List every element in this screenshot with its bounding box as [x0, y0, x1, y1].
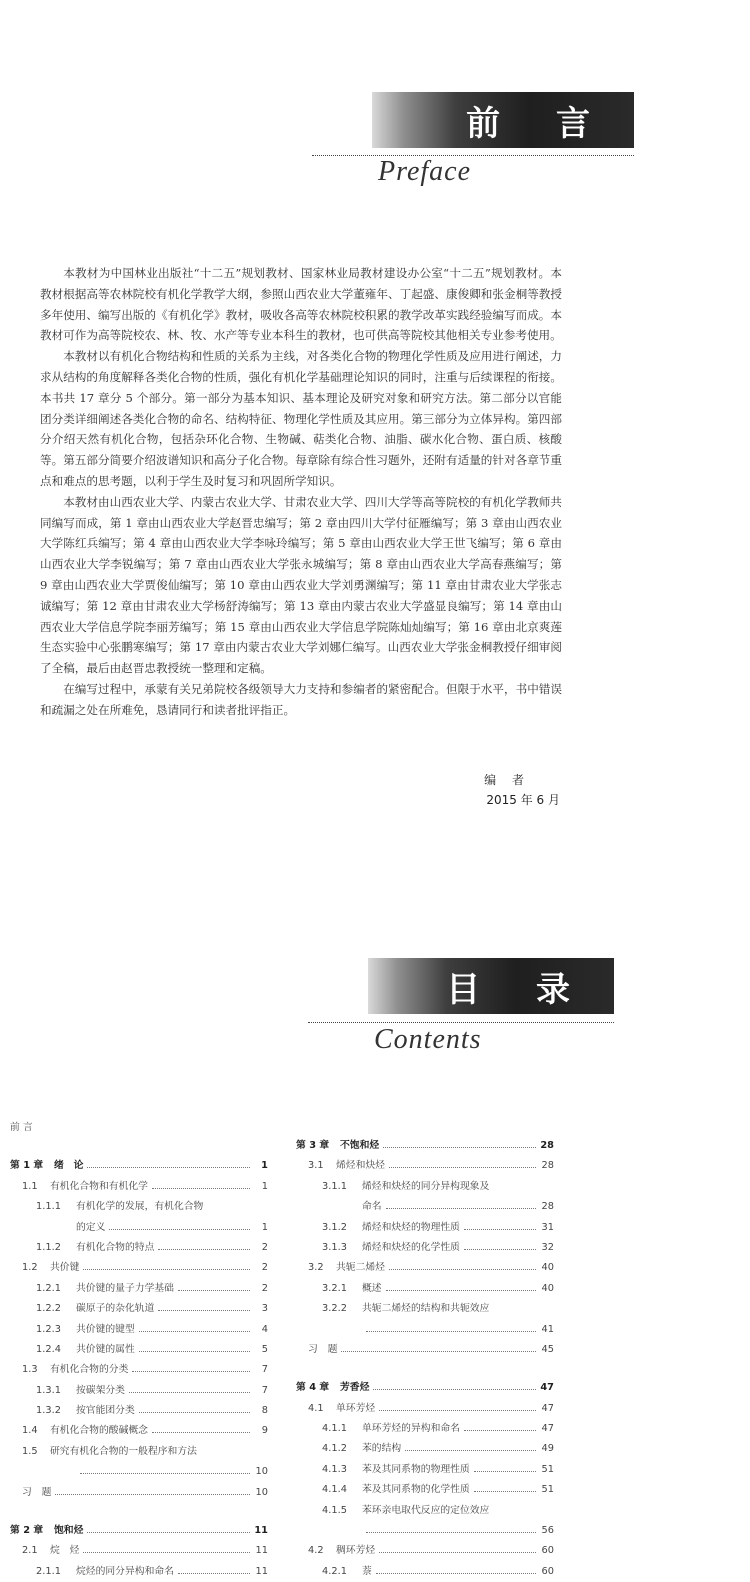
toc-entry-number: 1.5	[22, 1445, 38, 1457]
toc-page-number: 32	[541, 1241, 554, 1253]
toc-entry-number: 1.1	[22, 1180, 38, 1192]
toc-entry	[10, 1360, 268, 1380]
toc-entry-title: 苯及其同系物的化学性质	[362, 1484, 470, 1496]
toc-leader-dots	[55, 1494, 250, 1495]
preface-banner	[372, 92, 634, 148]
toc-leader-dots	[139, 1331, 250, 1332]
toc-leader-dots	[379, 1552, 536, 1553]
toc-entry	[296, 1156, 554, 1176]
toc-page-number: 7	[261, 1364, 268, 1376]
toc-entry-title: 命名	[362, 1201, 382, 1213]
toc-leader-dots	[129, 1392, 250, 1393]
toc-entry	[296, 1460, 554, 1480]
toc-page-number: 8	[261, 1405, 268, 1417]
toc-entry-title: 烷烃的同分异构和命名	[76, 1565, 174, 1577]
toc-leader-dots	[178, 1290, 250, 1291]
toc-leader-dots	[366, 1532, 536, 1533]
toc-entry-number: 3.2	[308, 1262, 324, 1274]
toc-page-number: 28	[540, 1140, 554, 1151]
toc-entry-title: 概述	[362, 1282, 382, 1294]
toc-entry-number: 前 言	[10, 1122, 33, 1133]
toc-entry-title: 烯烃和炔烃的化学性质	[362, 1241, 460, 1253]
toc-entry	[10, 1340, 268, 1360]
toc-page-number: 31	[541, 1221, 554, 1233]
toc-leader-dots	[464, 1249, 536, 1250]
toc-chapter	[10, 1156, 268, 1176]
toc-entry-title: 饱和烃	[54, 1525, 84, 1537]
toc-page-number: 1	[261, 1221, 268, 1233]
toc-entry-title: 烷 烃	[50, 1545, 80, 1557]
preface-body	[40, 263, 562, 721]
toc-leader-dots	[139, 1351, 250, 1352]
preface-divider	[312, 155, 634, 156]
toc-leader-dots	[474, 1471, 536, 1472]
toc-leader-dots	[152, 1188, 250, 1189]
toc-page-number: 47	[541, 1423, 554, 1435]
toc-entry	[10, 1442, 268, 1462]
toc-entry	[296, 1177, 554, 1197]
toc-page-number: 2	[261, 1282, 268, 1294]
toc-entry-number: 第 4 章	[296, 1382, 330, 1394]
toc-entry-title: 共价键的键型	[76, 1323, 135, 1335]
toc-entry-number: 4.1.3	[322, 1463, 347, 1475]
toc-entry-title: 苯的结构	[362, 1443, 402, 1455]
toc-leader-dots	[373, 1389, 536, 1390]
toc-entry-number: 3.1	[308, 1160, 324, 1172]
toc-entry-number: 4.1.2	[322, 1443, 347, 1455]
toc-right-column	[296, 1136, 554, 1582]
toc-entry	[10, 1541, 268, 1561]
toc-entry-number: 第 3 章	[296, 1140, 330, 1151]
toc-entry-title: 单环芳烃的异构和命名	[362, 1423, 460, 1435]
toc-leader-dots	[383, 1147, 536, 1148]
toc-chapter	[296, 1378, 554, 1398]
toc-page-number: 11	[254, 1525, 268, 1537]
toc-page-number: 60	[541, 1565, 554, 1577]
toc-entry-number: 4.1.5	[322, 1504, 347, 1516]
toc-entry	[10, 1177, 268, 1197]
toc-entry	[296, 1399, 554, 1419]
toc-entry-number: 第 1 章	[10, 1160, 44, 1172]
toc-entry-title: 烯烃和炔烃的同分异构现象及	[362, 1180, 490, 1192]
toc-entry-number: 3.2.2	[322, 1303, 347, 1315]
toc-leader-dots	[83, 1269, 250, 1270]
toc-entry-number: 第 2 章	[10, 1525, 44, 1537]
toc-entry-title: 按官能团分类	[76, 1405, 135, 1417]
toc-entry-number: 1.4	[22, 1425, 38, 1437]
toc-leader-dots	[152, 1432, 250, 1433]
toc-entry-title: 芳香烃	[340, 1382, 370, 1394]
toc-entry	[296, 1279, 554, 1299]
toc-entry	[10, 1299, 268, 1319]
preface-english-title: Preface	[378, 156, 472, 187]
toc-page-number: 10	[255, 1486, 268, 1498]
toc-entry-number: 4.1	[308, 1402, 324, 1414]
toc-entry	[10, 1483, 268, 1503]
toc-entry	[296, 1197, 554, 1217]
toc-page-number: 51	[541, 1484, 554, 1496]
toc-entry	[296, 1218, 554, 1238]
toc-page-number: 2	[261, 1262, 268, 1274]
signature-date: 2015 年 6 月	[486, 793, 560, 807]
toc-entry-number: 1.3.2	[36, 1405, 61, 1417]
toc-entry-number: 3.1.1	[322, 1180, 347, 1192]
toc-page-number: 3	[261, 1303, 268, 1315]
toc-entry-title: 有机化合物和有机化学	[50, 1180, 148, 1192]
toc-entry	[296, 1480, 554, 1500]
toc-page-number: 40	[541, 1282, 554, 1294]
toc-entry	[10, 1381, 268, 1401]
toc-entry	[10, 1118, 268, 1138]
toc-page-number: 11	[255, 1545, 268, 1557]
toc-page-number: 41	[541, 1323, 554, 1335]
toc-entry	[10, 1320, 268, 1340]
toc-entry-number: 1.2.2	[36, 1303, 61, 1315]
toc-page-number: 51	[541, 1463, 554, 1475]
toc-leader-dots	[139, 1412, 250, 1413]
toc-entry	[296, 1299, 554, 1319]
toc-leader-dots	[474, 1491, 536, 1492]
toc-entry	[296, 1439, 554, 1459]
toc-entry-title: 萘	[362, 1565, 372, 1577]
toc-entry-number: 习 题	[22, 1486, 52, 1498]
toc-entry-number: 1.3.1	[36, 1384, 61, 1396]
toc-entry	[10, 1238, 268, 1258]
toc-entry	[296, 1419, 554, 1439]
toc-page-number: 9	[261, 1425, 268, 1437]
toc-entry	[10, 1197, 268, 1217]
toc-page-number: 45	[541, 1343, 554, 1355]
toc-entry-title: 稠环芳烃	[336, 1545, 376, 1557]
toc-leader-dots	[379, 1410, 536, 1411]
toc-entry-number: 1.1.1	[36, 1201, 61, 1213]
toc-entry-title: 不饱和烃	[340, 1140, 380, 1151]
toc-entry-title: 绪 论	[54, 1160, 84, 1172]
toc-page-number: 28	[541, 1201, 554, 1213]
toc-page-number: 56	[541, 1525, 554, 1537]
toc-entry-title: 有机化合物的分类	[50, 1364, 129, 1376]
toc-entry	[296, 1562, 554, 1582]
contents-title: 目 录	[446, 969, 592, 1010]
toc-page-number: 60	[541, 1545, 554, 1557]
toc-page-number: 7	[261, 1384, 268, 1396]
toc-entry-title: 有机化学的发展，有机化合物	[76, 1201, 204, 1213]
toc-leader-dots	[87, 1167, 250, 1168]
toc-leader-dots	[87, 1532, 250, 1533]
contents-divider	[308, 1022, 614, 1023]
preface-paragraph: 在编写过程中，承蒙有关兄弟院校各级领导大力支持和参编者的紧密配合。但限于水平，书中错误和疏漏之处在所难免，恳请同行和读者批评指正。	[40, 681, 562, 717]
toc-leader-dots	[389, 1167, 536, 1168]
toc-chapter	[296, 1136, 554, 1156]
toc-entry-title: 苯及其同系物的物理性质	[362, 1463, 470, 1475]
toc-entry-title: 碳原子的杂化轨道	[76, 1303, 155, 1315]
toc-leader-dots	[178, 1573, 250, 1574]
toc-page-number: 5	[261, 1343, 268, 1355]
toc-entry-number: 4.1.4	[322, 1484, 347, 1496]
toc-entry-title: 共价键	[50, 1262, 80, 1274]
toc-leader-dots	[83, 1552, 250, 1553]
toc-entry-number: 2.1.1	[36, 1565, 61, 1577]
toc-entry	[296, 1521, 554, 1541]
toc-entry-title: 按碳架分类	[76, 1384, 125, 1396]
toc-entry-number: 习 题	[308, 1343, 338, 1355]
preface-paragraph: 本教材为中国林业出版社“十二五”规划教材、国家林业局教材建设办公室“十二五”规划教材。本教材根据高等农林院校有机化学教学大纲，参照山西农业大学董雍年、丁起盛、康俊卿和张金桐等教授多年使用、编写出版的《有机化学》教材，吸收各高等农林院校积累的教学改革实践经验编写而成。本教材可作为高等院校农、林、牧、水产等专业本科生的教材，也可供高等院校其他相关专业参考使用。	[40, 266, 562, 343]
toc-entry-title: 共价键的量子力学基础	[76, 1282, 174, 1294]
toc-entry-number: 1.2	[22, 1262, 38, 1274]
preface-title: 前 言	[466, 103, 612, 144]
toc-leader-dots	[464, 1229, 536, 1230]
toc-entry	[10, 1401, 268, 1421]
toc-leader-dots	[341, 1351, 536, 1352]
toc-entry-title: 共价键的属性	[76, 1343, 135, 1355]
toc-page-number: 1	[261, 1180, 268, 1192]
toc-page-number: 11	[255, 1565, 268, 1577]
toc-page-number: 4	[261, 1323, 268, 1335]
preface-paragraph: 本教材由山西农业大学、内蒙古农业大学、甘肃农业大学、四川大学等高等院校的有机化学教师共同编写而成，第 1 章由山西农业大学赵晋忠编写；第 2 章由四川大学付征雁编写；第 3 章由山西农业大学陈红兵编写；第 4 章由山西农业大学李咏玲编写；第 5 章由山西农业大学王世飞编写；第 6 章由山西农业大学李锐编写；第 7 章由山西农业大学张永城编写；第 8 章由山西农业大学高春燕编写；第 9 章由山西农业大学贾俊仙编写；第 10 章由山西农业大学刘勇渊编写；第 11 章由甘肃农业大学张志诚编写；第 12 章由甘肃农业大学杨舒涛编写；第 13 章由内蒙古农业大学盛显良编写；第 14 章由山西农业大学信息学院李丽芳编写；第 15 章由山西农业大学信息学院陈灿灿编写；第 16 章由北京爽莲生态实验中心张鹏寒编写；第 17 章由内蒙古农业大学刘娜仁编写。山西农业大学张金桐教授仔细审阅了全稿，最后由赵晋忠教授统一整理和定稿。	[40, 494, 562, 676]
toc-leader-dots	[158, 1310, 250, 1311]
toc-leader-dots	[80, 1473, 250, 1474]
toc-entry-title: 有机化合物的特点	[76, 1241, 155, 1253]
toc-entry	[296, 1501, 554, 1521]
toc-entry	[296, 1541, 554, 1561]
preface-signature	[440, 770, 560, 810]
toc-page-number: 47	[540, 1382, 554, 1394]
toc-entry-title: 烯烃和炔烃的物理性质	[362, 1221, 460, 1233]
toc-entry-number: 1.2.4	[36, 1343, 61, 1355]
toc-entry-title: 单环芳烃	[336, 1402, 376, 1414]
toc-entry	[296, 1340, 554, 1360]
toc-entry-number: 3.1.2	[322, 1221, 347, 1233]
toc-entry-number: 4.2.1	[322, 1565, 347, 1577]
toc-entry-number: 4.1.1	[322, 1423, 347, 1435]
toc-entry	[10, 1279, 268, 1299]
toc-entry-number: 1.3	[22, 1364, 38, 1376]
toc-entry	[10, 1218, 268, 1238]
toc-leader-dots	[132, 1371, 250, 1372]
toc-entry-number: 1.1.2	[36, 1241, 61, 1253]
toc-entry-title: 的定义	[76, 1221, 106, 1233]
toc-entry	[10, 1258, 268, 1278]
toc-entry	[296, 1238, 554, 1258]
toc-entry	[296, 1258, 554, 1278]
toc-page-number: 10	[255, 1466, 268, 1478]
toc-entry-number: 1.2.1	[36, 1282, 61, 1294]
toc-entry-number: 4.2	[308, 1545, 324, 1557]
toc-page-number: 40	[541, 1262, 554, 1274]
toc-page-number: 47	[541, 1402, 554, 1414]
toc-leader-dots	[464, 1430, 536, 1431]
toc-entry	[10, 1462, 268, 1482]
toc-chapter	[10, 1521, 268, 1541]
signature-author: 编 者	[484, 773, 530, 787]
toc-entry-title: 苯环亲电取代反应的定位效应	[362, 1504, 490, 1516]
toc-entry	[296, 1320, 554, 1340]
preface-paragraph: 本教材以有机化合物结构和性质的关系为主线，对各类化合物的物理化学性质及应用进行阐述，力求从结构的角度解释各类化合物的性质，强化有机化学基础理论知识的同时，注重与后续课程的衔接。本书共 17 章分 5 个部分。第一部分为基本知识、基本理论及研究对象和研究方法。第二部分以官能团分类详细阐述各类化合物的命名、结构特征、物理化学性质及其应用。第三部分为立体异构。第四部分介绍天然有机化合物，包括杂环化合物、生物碱、萜类化合物、油脂、碳水化合物、蛋白质、核酸等。第五部分简要介绍波谱知识和高分子化合物。每章除有综合性习题外，还附有适量的针对各章节重点和难点的思考题，以利于学生及时复习和巩固所学知识。	[40, 349, 562, 488]
toc-page-number: 28	[541, 1160, 554, 1172]
toc-entry-number: 1.2.3	[36, 1323, 61, 1335]
toc-leader-dots	[386, 1290, 536, 1291]
toc-leader-dots	[405, 1450, 536, 1451]
toc-entry-number: 2.1	[22, 1545, 38, 1557]
toc-leader-dots	[389, 1269, 536, 1270]
toc-entry-title: 共轭二烯烃的结构和共轭效应	[362, 1303, 490, 1315]
toc-entry-number: 3.2.1	[322, 1282, 347, 1294]
toc-leader-dots	[386, 1208, 536, 1209]
contents-english-title: Contents	[374, 1024, 482, 1055]
toc-left-column	[10, 1118, 268, 1582]
contents-banner	[368, 958, 614, 1014]
toc-entry-number: 3.1.3	[322, 1241, 347, 1253]
toc-leader-dots	[366, 1331, 536, 1332]
toc-entry-title: 有机化合物的酸碱概念	[50, 1425, 148, 1437]
toc-entry	[10, 1562, 268, 1582]
toc-page-number: 1	[261, 1160, 268, 1172]
toc-page-number: 49	[541, 1443, 554, 1455]
toc-entry	[10, 1421, 268, 1441]
toc-leader-dots	[158, 1249, 250, 1250]
toc-entry-title: 烯烃和炔烃	[336, 1160, 385, 1172]
toc-entry-title: 研究有机化合物的一般程序和方法	[50, 1445, 197, 1457]
toc-leader-dots	[376, 1573, 536, 1574]
toc-page-number: 2	[261, 1241, 268, 1253]
toc-entry-title: 共轭二烯烃	[336, 1262, 385, 1274]
toc-leader-dots	[109, 1229, 250, 1230]
